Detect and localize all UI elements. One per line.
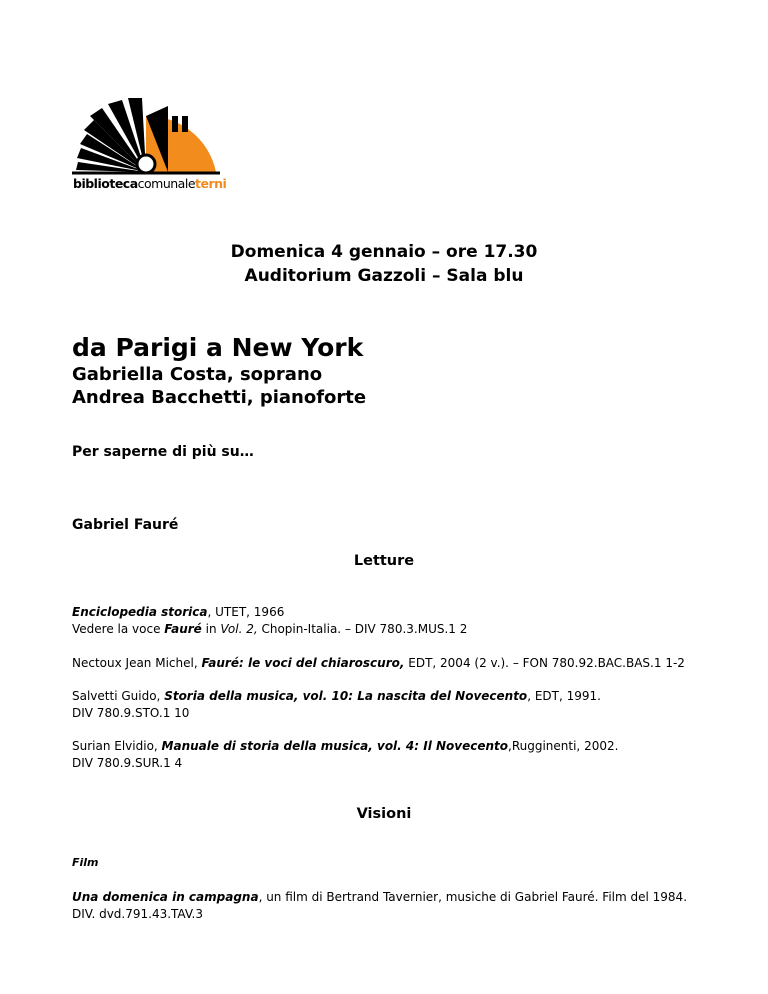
reading-4-title: Manuale di storia della musica, vol. 4: Il Novecento	[161, 739, 509, 753]
logo-part-terni: terni	[195, 176, 227, 191]
performer-1: Gabriella Costa, soprano	[72, 364, 323, 385]
composer-heading: Gabriel Fauré	[72, 517, 179, 533]
concert-title: da Parigi a New York	[72, 333, 364, 362]
event-venue: Auditorium Gazzoli – Sala blu	[244, 266, 524, 286]
reading-3-title: Storia della musica, vol. 10: La nascita del Novecento	[164, 689, 528, 703]
reading-4	[72, 739, 618, 753]
intro-heading: Per saperne di più su…	[72, 444, 254, 460]
reading-4-rest: ,Rugginenti, 2002.	[508, 739, 619, 753]
performer-2: Andrea Bacchetti, pianoforte	[72, 387, 367, 408]
library-logo	[72, 96, 227, 204]
reading-1-note-bold: Fauré	[164, 622, 202, 636]
reading-2-author: Nectoux Jean Michel,	[72, 656, 202, 670]
reading-2	[72, 656, 685, 670]
logo-part-comunale: comunale	[137, 176, 196, 191]
reading-1-rest: , UTET, 1966	[207, 605, 285, 619]
reading-3-rest: , EDT, 1991.	[527, 689, 601, 703]
reading-3	[72, 689, 601, 703]
film-label: Film	[72, 856, 99, 869]
film-shelfmark: DIV. dvd.791.43.TAV.3	[72, 907, 203, 921]
reading-3-shelfmark: DIV 780.9.STO.1 10	[72, 706, 190, 720]
event-date: Domenica 4 gennaio – ore 17.30	[230, 242, 538, 262]
section-readings: Letture	[353, 553, 415, 569]
reading-2-title: Fauré: le voci del chiaroscuro,	[201, 656, 405, 670]
reading-1-note-rest: Chopin-Italia. – DIV 780.3.MUS.1 2	[257, 622, 468, 636]
reading-1-note-mid: in	[201, 622, 221, 636]
reading-2-rest: EDT, 2004 (2 v.). – FON 780.92.BAC.BAS.1 1-2	[404, 656, 685, 670]
reading-1	[72, 605, 284, 619]
logo-part-biblioteca: biblioteca	[73, 176, 138, 191]
film-description: , un film di Bertrand Tavernier, musiche di Gabriel Fauré. Film del 1984.	[258, 890, 688, 904]
reading-1-note-pre: Vedere la voce	[72, 622, 165, 636]
reading-1-note	[72, 622, 467, 636]
reading-4-shelfmark: DIV 780.9.SUR.1 4	[72, 756, 183, 770]
reading-4-author: Surian Elvidio,	[72, 739, 162, 753]
film-title: Una domenica in campagna	[72, 890, 259, 904]
reading-1-title: Enciclopedia storica	[72, 605, 208, 619]
section-viewing: Visioni	[356, 806, 412, 822]
reading-3-author: Salvetti Guido,	[72, 689, 165, 703]
reading-1-note-italic: Vol. 2,	[220, 622, 258, 636]
book-fan-icon	[72, 96, 222, 176]
film-entry	[72, 890, 687, 904]
logo-wordmark	[73, 176, 226, 191]
